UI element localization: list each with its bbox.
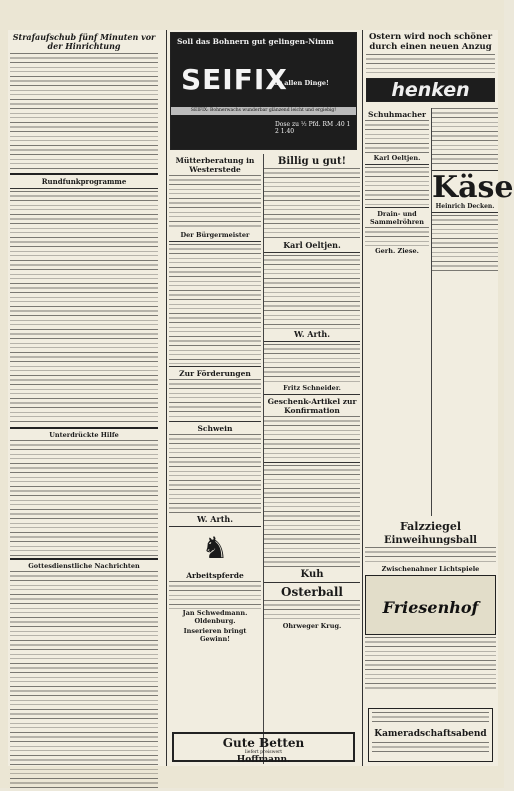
divider xyxy=(169,526,261,527)
horse-icon: ♞ xyxy=(201,531,229,566)
price-list xyxy=(432,108,498,168)
einweihung-text xyxy=(365,547,496,563)
ostern-headline: Ostern wird noch schöner durch einen neuen Anzug xyxy=(368,32,493,52)
osterball-text xyxy=(264,600,360,622)
helle-text xyxy=(432,215,498,275)
divider xyxy=(10,173,158,175)
friesenhof-ad xyxy=(365,575,496,635)
konfirmation-title: Geschenk-Artikel zur Konfirmation xyxy=(267,397,357,415)
section-text xyxy=(10,440,158,556)
divider xyxy=(169,241,261,242)
kameradschaft-text xyxy=(372,742,489,756)
seifix-band: SEIFIX: Bohnerwachs wunderbar glänzend leicht und ergiebig! xyxy=(171,107,356,115)
gute-betten-ad xyxy=(172,732,355,765)
steinschneider-text xyxy=(264,344,360,384)
schuhmacher-title: Schuhmacher xyxy=(368,110,426,119)
seifix-headline: Soll das Bohnern gut gelingen-Nimm xyxy=(177,37,334,46)
arbeitspferde-text xyxy=(169,581,261,609)
market-text xyxy=(264,255,360,329)
billig-sign: Karl Oeltjen. xyxy=(283,240,341,250)
billig-title: Billig u gut! xyxy=(277,156,347,167)
article-headline: Strafaufschub fünf Minuten vor der Hinrichtung xyxy=(12,32,156,51)
divider xyxy=(264,394,360,395)
page-frame xyxy=(8,30,514,766)
divider xyxy=(10,427,158,429)
church-news-text xyxy=(10,571,158,791)
osterball-title: Osterball xyxy=(281,585,343,599)
henkel-ad xyxy=(366,78,495,102)
divider xyxy=(264,252,360,253)
drain-text xyxy=(365,227,429,247)
friesenhof-title: Friesenhof xyxy=(382,598,479,617)
seifix-logo: SEIFIX xyxy=(181,63,288,96)
divider xyxy=(432,212,498,213)
arbeitspferde-title: Arbeitspferde xyxy=(186,571,244,580)
jan-sign: Jan Schwedmann. Oldenburg. xyxy=(182,609,248,625)
column-left xyxy=(8,30,160,766)
divider xyxy=(169,366,261,367)
divider xyxy=(169,421,261,422)
seifix-slogan: für allen Dinge! xyxy=(271,79,329,87)
heinrich-sign: Heinrich Decken. xyxy=(435,203,495,210)
steinschneider-sign: Fritz Schneider. xyxy=(283,384,341,392)
divider xyxy=(10,188,158,189)
foerderung-text xyxy=(169,379,261,419)
market-sign: W. Arth. xyxy=(293,329,331,339)
right-right-sub xyxy=(431,108,514,516)
rind-text xyxy=(169,434,261,514)
kameradschaft-ad xyxy=(368,708,493,762)
middle-right-sub xyxy=(263,154,360,764)
section-title: Unterdrückte Hilfe xyxy=(49,431,119,439)
gerh-sign: Gerh. Ziese. xyxy=(375,247,419,255)
seifix-ad xyxy=(170,32,357,150)
column-right xyxy=(362,30,514,766)
auction-text xyxy=(169,244,261,364)
radio-program-title: Rundfunkprogramme xyxy=(41,177,127,186)
friesenhof-text xyxy=(365,637,496,689)
church-news-title: Gottesdienstliche Nachrichten xyxy=(28,562,140,570)
kameradschaft-title: Kameradschaftsabend xyxy=(374,729,487,739)
rind-title: Schwein xyxy=(197,424,233,433)
kuh-text xyxy=(264,465,360,569)
lichtspiele-title: Zwischenahner Lichtspiele xyxy=(381,565,480,573)
radio-program-text xyxy=(10,191,158,425)
kuh-title: Kuh xyxy=(300,569,324,580)
gute-betten-subtitle: liefert preiswert xyxy=(244,750,283,755)
einweihung-title: Einweihungsball xyxy=(384,535,477,546)
drain-title: Drain- und Sammelröhren xyxy=(369,210,425,226)
divider xyxy=(10,558,158,560)
muetter-title: Mütterberatung in Westerstede xyxy=(175,156,255,174)
divider xyxy=(365,164,429,165)
schuhmacher-text xyxy=(365,120,429,154)
kase-text xyxy=(365,167,429,205)
column-middle xyxy=(166,30,360,766)
gute-betten-sign: Hoffmann. xyxy=(236,755,291,765)
seifix-price: Dose zu ½ Pfd. RM .40 1 2 1.40 xyxy=(275,121,351,135)
muetter-sign: Der Bürgermeister xyxy=(180,231,250,239)
kameradschaft-header xyxy=(372,712,489,726)
oeltjen-sign: Karl Oeltjen. xyxy=(373,154,421,162)
foerderung-title: Zur Förderungen xyxy=(179,369,251,378)
inserieren-title: Inserieren bringt Gewinn! xyxy=(183,627,247,643)
konfirmation-text xyxy=(264,416,360,460)
ohrweger-sign: Ohrweger Krug. xyxy=(282,622,342,630)
middle-left-sub xyxy=(169,154,261,764)
muetter-text xyxy=(169,175,261,229)
kase-title: Käse xyxy=(432,170,514,205)
gute-betten-title: Gute Betten xyxy=(222,736,305,750)
divider xyxy=(365,207,429,208)
falzziegel-title: Falzziegel xyxy=(399,520,462,533)
bauer-sign: W. Arth. xyxy=(196,514,234,524)
divider xyxy=(264,341,360,342)
henkel-logo: henken xyxy=(391,79,470,101)
right-left-sub xyxy=(365,108,429,516)
divider xyxy=(264,582,360,583)
divider xyxy=(264,462,360,463)
billig-text xyxy=(264,168,360,240)
ostern-text xyxy=(366,54,495,76)
article-text xyxy=(10,53,158,171)
right-lower xyxy=(365,518,496,706)
